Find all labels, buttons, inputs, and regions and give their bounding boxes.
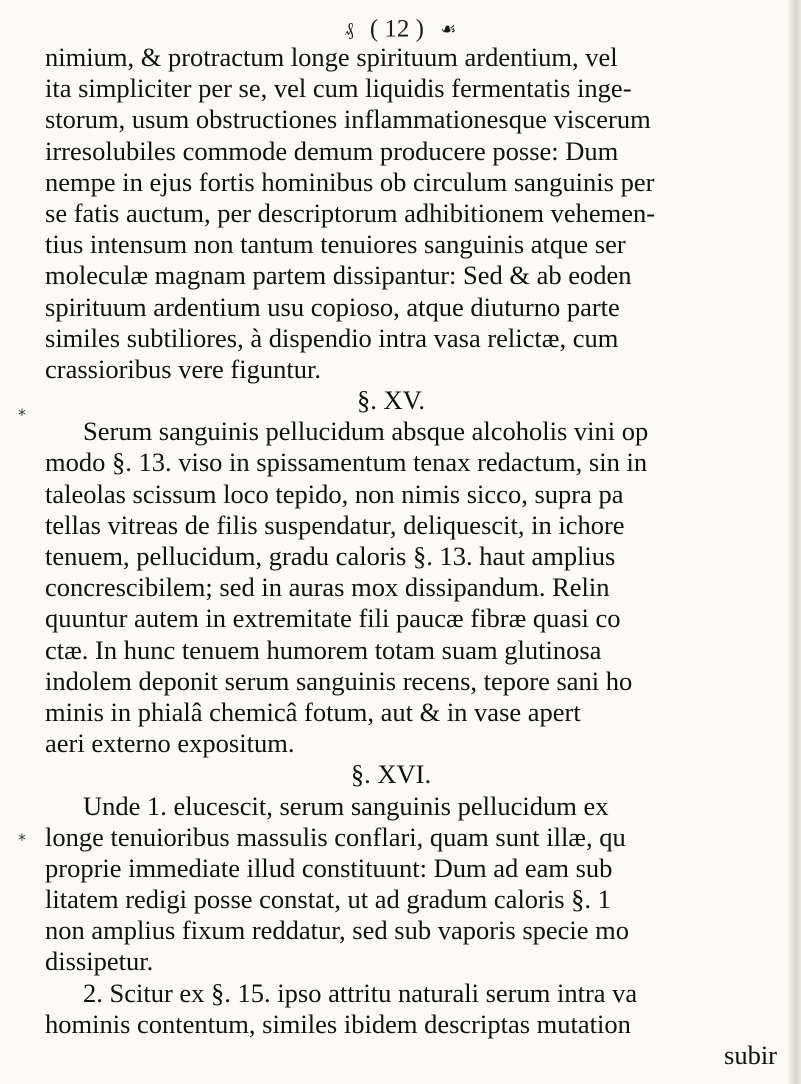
text-line: ita simpliciter per se, vel cum liquidis fermentatis inge- xyxy=(45,73,632,104)
margin-asterisk-1: * xyxy=(18,405,26,424)
text-line: aeri externo expositum. xyxy=(45,728,295,759)
text-line: storum, usum obstructiones inflammationesque viscerum xyxy=(45,104,651,135)
header-ornament-left: ₰ xyxy=(344,18,354,39)
page-header xyxy=(0,14,801,43)
text-line: minis in phialâ chemicâ fotum, aut & in vase apert xyxy=(45,696,581,727)
text-line: litatem redigi posse constat, ut ad gradum caloris §. 1 xyxy=(45,884,611,915)
text-line: indolem deponit serum sanguinis recens, tepore sani ho xyxy=(45,665,633,696)
text-line: tenuem, pellucidum, gradu caloris §. 13. haut amplius xyxy=(45,541,616,571)
text-line: tius intensum non tantum tenuiores sanguinis atque ser xyxy=(45,229,626,260)
text-line: irresolubiles commode demum producere posse: Dum xyxy=(45,135,619,166)
text-line: longe tenuioribus massulis conflari, quam sunt illæ, qu xyxy=(45,821,626,852)
text-line: concrescibilem; sed in auras mox dissipandum. Relin xyxy=(45,572,610,603)
text-line: modo §. 13. viso in spissamentum tenax redactum, sin in xyxy=(45,447,648,478)
text-line: tellas vitreas de filis suspendatur, deliquescit, in ichore xyxy=(45,509,625,540)
body-text xyxy=(45,42,797,1071)
text-line: spirituum ardentium usu copioso, atque diuturno parte xyxy=(45,291,620,322)
text-line: se fatis auctum, per descriptorum adhibitionem vehemen- xyxy=(45,197,656,228)
text-line: ctæ. In hunc tenuem humorem totam suam glutinosa xyxy=(45,634,602,665)
text-line: dissipetur. xyxy=(45,946,154,977)
section-heading: §. XV. xyxy=(357,385,425,416)
margin-asterisk-2: * xyxy=(18,830,26,849)
text-line: non amplius fixum reddatur, sed sub vaporis specie mo xyxy=(45,915,630,946)
text-line: moleculæ magnam partem dissipantur: Sed & ab eoden xyxy=(45,260,632,291)
section-heading: §. XVI. xyxy=(350,759,432,790)
text-line: Unde 1. elucescit, serum sanguinis pellucidum ex xyxy=(83,790,609,821)
text-line: nimium, & protractum longe spirituum ardentium, vel xyxy=(45,42,618,72)
text-line: quuntur autem in extremitate fili paucæ fibræ quasi co xyxy=(45,603,621,634)
text-line: proprie immediate illud constituunt: Dum ad eam sub xyxy=(45,852,613,883)
header-ornament-right: ☙ xyxy=(440,18,457,39)
text-line: hominis contentum, similes ibidem descriptas mutation xyxy=(45,1008,631,1039)
text-line: taleolas scissum loco tepido, non nimis sicco, supra pa xyxy=(45,478,624,509)
text-line: Serum sanguinis pellucidum absque alcoholis vini op xyxy=(83,416,649,447)
text-line: crassioribus vere figuntur. xyxy=(45,353,321,384)
catchword: subir xyxy=(724,1040,777,1070)
text-line: similes subtiliores, à dispendio intra vasa relictæ, cum xyxy=(45,322,619,353)
text-line: 2. Scitur ex §. 15. ipso attritu naturali serum intra va xyxy=(83,977,638,1008)
page-number: ( 12 ) xyxy=(369,15,424,43)
text-line: nempe in ejus fortis hominibus ob circulum sanguinis per xyxy=(45,166,655,197)
